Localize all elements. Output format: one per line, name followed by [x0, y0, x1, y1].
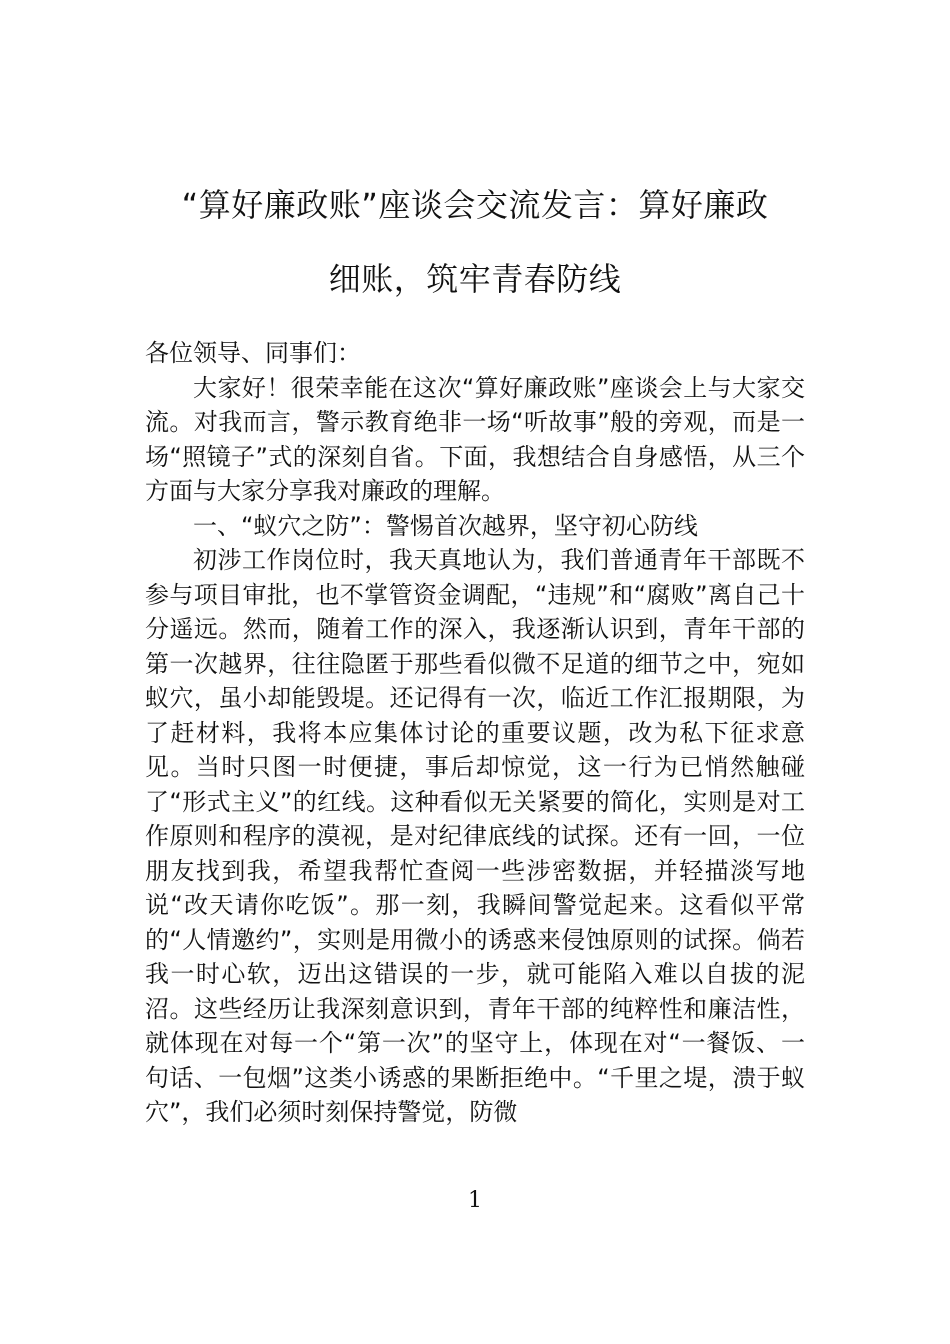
paragraph-opening: 大家好！很荣幸能在这次“算好廉政账”座谈会上与大家交流。对我而言，警示教育绝非一场“听故事”般的旁观，而是一场“照镜子”式的深刻自省。下面，我想结合自身感悟，从三个方面与大家分享我对廉政的理解。 — [145, 373, 805, 505]
document-body — [145, 336, 805, 1130]
salutation: 各位领导、同事们： — [145, 339, 361, 367]
title-line-2: 细账，筑牢青春防线 — [328, 260, 622, 298]
document-title — [138, 168, 812, 316]
section-heading-1: 一、“蚁穴之防”：警惕首次越界，坚守初心防线 — [193, 511, 698, 540]
page-number: 1 — [468, 1188, 482, 1213]
paragraph-section-1: 初涉工作岗位时，我天真地认为，我们普通青年干部既不参与项目审批，也不掌管资金调配，“违规”和“腐败”离自己十分遥远。然而，随着工作的深入，我逐渐认识到，青年干部的第一次越界，往往隐匿于那些看似微不足道的细节之中，宛如蚁穴，虽小却能毁堤。还记得有一次，临近工作汇报期限，为了赶材料，我将本应集体讨论的重要议题，改为私下征求意见。当时只图一时便捷，事后却惊觉，这一行为已悄然触碰了“形式主义”的红线。这种看似无关紧要的简化，实则是对工作原则和程序的漠视，是对纪律底线的试探。还有一回，一位朋友找到我，希望我帮忙查阅一些涉密数据，并轻描淡写地说“改天请你吃饭”。那一刻，我瞬间警觉起来。这看似平常的“人情邀约”，实则是用微小的诱惑来侵蚀原则的试探。倘若我一时心软，迈出这错误的一步，就可能陷入难以自拔的泥沼。这些经历让我深刻意识到，青年干部的纯粹性和廉洁性，就体现在对每一个“第一次”的坚守上，体现在对“一餐饭、一句话、一包烟”这类小诱惑的果断拒绝中。“千里之堤，溃于蚁穴”，我们必须时刻保持警觉，防微 — [145, 546, 805, 1126]
title-line-1: “算好廉政账”座谈会交流发言：算好廉政 — [181, 186, 769, 224]
